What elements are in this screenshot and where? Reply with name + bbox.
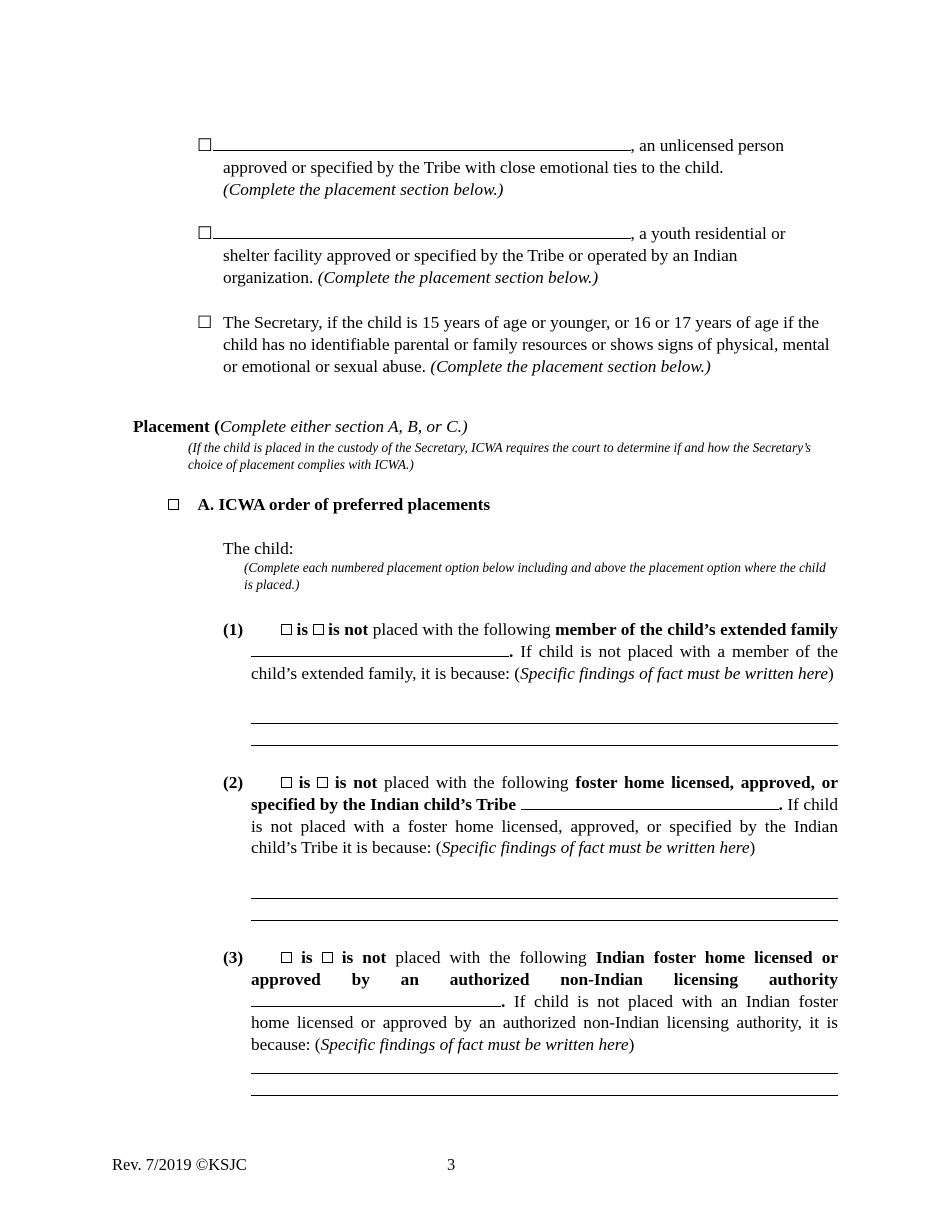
item-3-is-checkbox[interactable]: [281, 952, 292, 963]
option-youth-facility: [197, 223, 817, 289]
unlicensed-person-description: approved or specified by the Tribe with close emotional ties to the child.: [223, 158, 724, 177]
item-3-placed-text: placed with the following: [386, 948, 596, 967]
item-2-is-checkbox[interactable]: [281, 777, 292, 788]
unlicensed-person-checkbox[interactable]: ☐: [197, 136, 213, 155]
item-3-number: (3): [223, 948, 244, 967]
item-1-target: member of the child’s extended family: [555, 620, 838, 639]
section-a-intro: The child:: [223, 539, 294, 558]
item-3-findings-line-1[interactable]: [251, 1073, 838, 1074]
item-3-target: Indian foster home licensed or approved by an authorized non-Indian licensing authority: [251, 948, 839, 989]
item-2-reason-italic: Specific findings of fact must be written here: [441, 838, 750, 858]
youth-facility-description: shelter facility approved or specified by the Tribe or operated by an Indian organization.: [223, 246, 738, 287]
item-2-findings-line-2[interactable]: [251, 920, 838, 921]
item-3-close: ): [628, 1035, 635, 1055]
item-1-reason-italic: Specific findings of fact must be written here: [520, 663, 829, 683]
item-2-name-blank[interactable]: [521, 794, 779, 810]
section-a-heading: [168, 494, 490, 516]
placement-note: (If the child is placed in the custody of the Secretary, ICWA requires the court to determine if and how the Secretary’s choice of placement complies with ICWA.): [188, 440, 811, 472]
section-a-title: . ICWA order of preferred placements: [209, 495, 491, 514]
unlicensed-person-note: (Complete the placement section below.): [223, 180, 504, 199]
item-1-placed-text: placed with the following: [368, 620, 556, 639]
item-3-end: .: [501, 991, 506, 1011]
section-a-letter: A: [197, 495, 210, 514]
option-unlicensed-person: [197, 135, 817, 201]
item-3-is-not-checkbox[interactable]: [322, 952, 333, 963]
item-1-findings-line-1[interactable]: [251, 723, 838, 724]
section-a-intro-note: (Complete each numbered placement option below including and above the placement option where the child is placed.): [244, 560, 826, 592]
youth-facility-name-blank[interactable]: [213, 223, 631, 239]
item-2-reason: If child is not placed with a foster home licensed, approved, or specified by the Indian child’s Tribe it is because: (: [251, 794, 838, 858]
item-3-reason: If child is not placed with an Indian foster home licensed or approved by an authorized non-Indian licensing authority, it is because: (: [251, 991, 838, 1055]
item-3-reason-italic: Specific findings of fact must be written here: [320, 1035, 629, 1055]
item-1-is-label: is: [296, 620, 309, 639]
item-2-target: foster home licensed, approved, or specified by the Indian child’s Tribe: [251, 773, 838, 814]
item-2-is-not-checkbox[interactable]: [317, 777, 328, 788]
placement-heading: Placement: [133, 417, 210, 436]
unlicensed-person-label: , an unlicensed person: [630, 136, 785, 155]
item-1-name-blank[interactable]: [251, 641, 509, 657]
item-3-is-label: is: [301, 948, 313, 967]
footer-page-number: 3: [447, 1155, 456, 1174]
placement-instruction: Complete either section A, B, or C.): [219, 417, 468, 436]
youth-facility-label: , a youth residential or: [630, 224, 786, 243]
item-1-is-not-checkbox[interactable]: [313, 624, 324, 635]
placement-item-3: [223, 947, 838, 1056]
option-secretary: [197, 312, 837, 378]
placement-paren: (: [209, 417, 220, 436]
item-2-is-not-label: is not: [334, 773, 378, 792]
item-2-is-label: is: [298, 773, 311, 792]
item-2-close: ): [749, 838, 756, 858]
placement-item-2: [223, 772, 838, 859]
item-1-end: .: [509, 641, 514, 661]
item-3-findings-line-2[interactable]: [251, 1095, 838, 1096]
footer-revision: Rev. 7/2019 ©KSJC: [112, 1155, 247, 1174]
secretary-note: (Complete the placement section below.): [430, 357, 711, 376]
youth-facility-checkbox[interactable]: ☐: [197, 224, 213, 243]
placement-item-1: [223, 619, 838, 684]
item-3-name-blank[interactable]: [251, 991, 501, 1007]
section-a-checkbox[interactable]: [168, 499, 179, 510]
item-2-placed-text: placed with the following: [377, 773, 576, 792]
item-3-is-not-label: is not: [341, 948, 387, 967]
item-1-reason: If child is not placed with a member of the child’s extended family, it is because: (: [251, 641, 838, 683]
youth-facility-note: (Complete the placement section below.): [317, 268, 599, 287]
item-2-findings-line-1[interactable]: [251, 898, 838, 899]
item-1-number: (1): [223, 620, 244, 639]
unlicensed-person-name-blank[interactable]: [213, 135, 631, 151]
item-1-is-not-label: is not: [328, 620, 369, 639]
placement-heading-row: [133, 416, 468, 438]
item-1-findings-line-2[interactable]: [251, 745, 838, 746]
item-2-number: (2): [223, 773, 244, 792]
secretary-checkbox[interactable]: ☐: [197, 313, 213, 332]
secretary-description: The Secretary, if the child is 15 years of age or younger, or 16 or 17 years of age if the child has no identifiable parental or family resources or shows signs of physical, mental or emotional or sexual abuse.: [223, 313, 830, 376]
item-2-end: .: [778, 794, 783, 814]
item-1-is-checkbox[interactable]: [281, 624, 292, 635]
item-1-close: ): [828, 663, 834, 683]
